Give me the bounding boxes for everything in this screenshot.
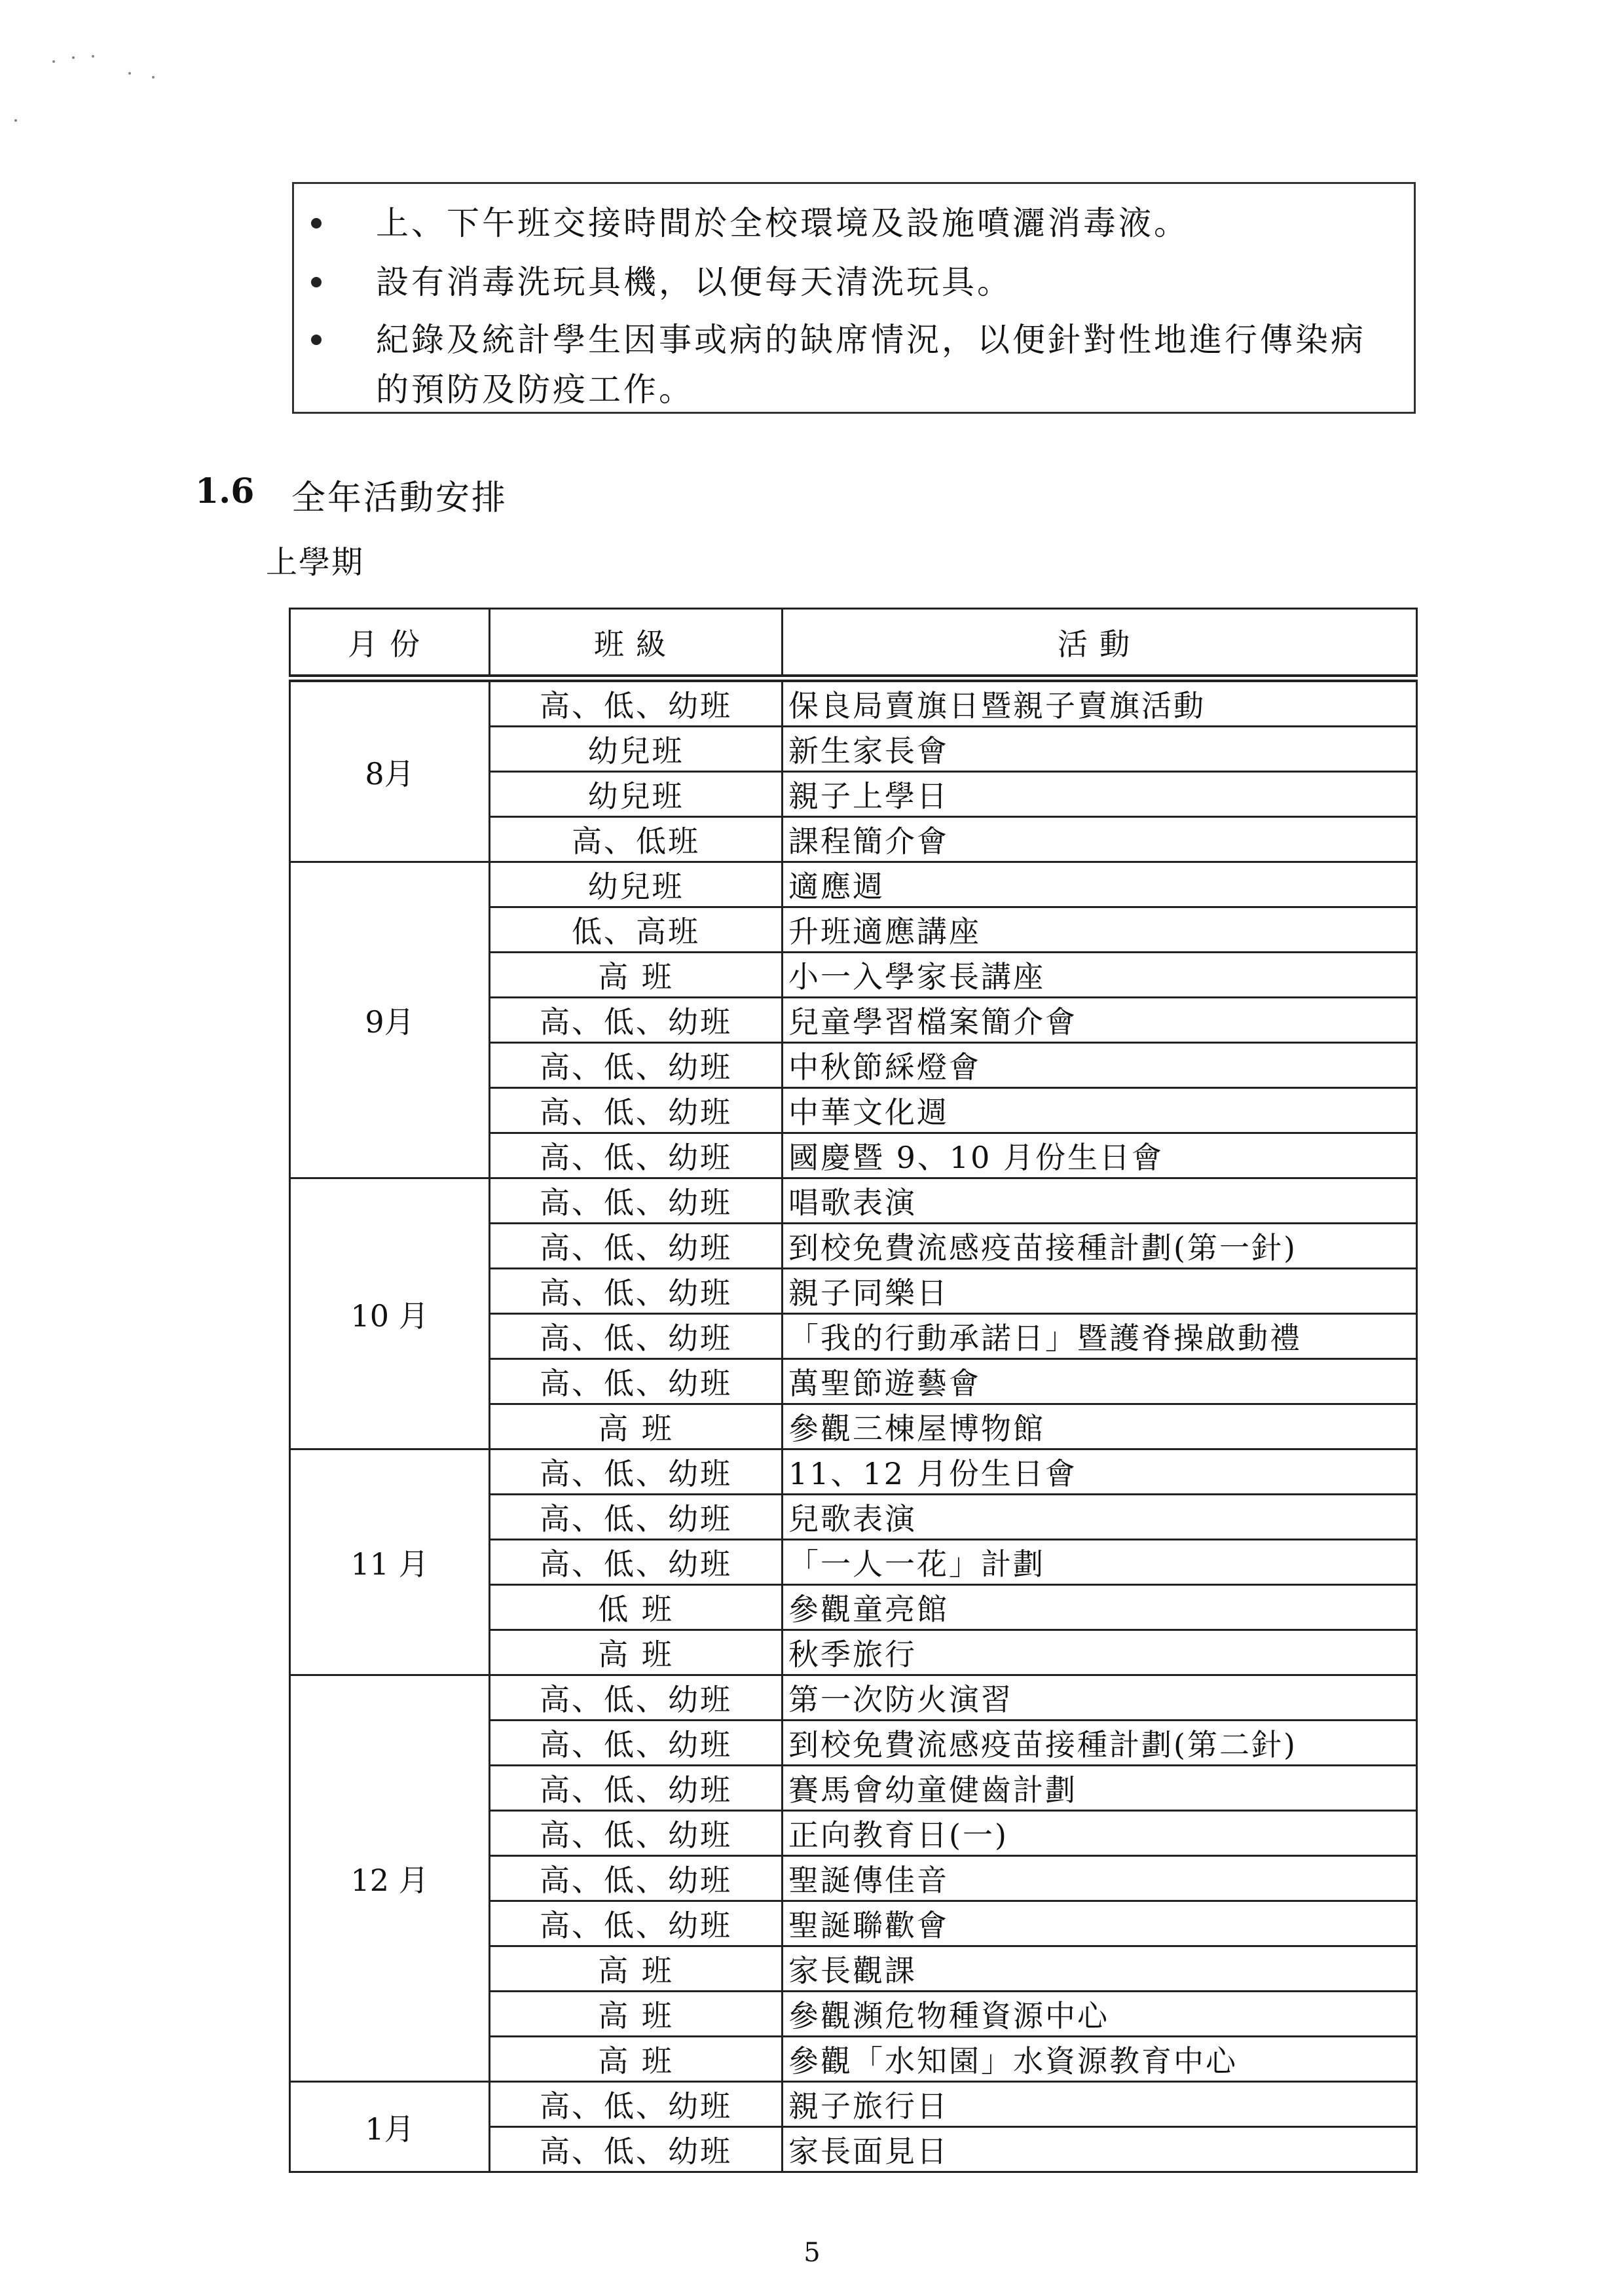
class-cell: 低、高班 (490, 907, 783, 953)
scan-speck (92, 55, 94, 58)
class-cell: 高、低、幼班 (490, 998, 783, 1043)
class-cell: 高、低、幼班 (490, 1224, 783, 1269)
scan-speck (72, 56, 75, 59)
header-class: 班級 (490, 609, 783, 679)
table-row (290, 862, 1417, 907)
page-number: 5 (803, 2238, 821, 2268)
activity-cell: 小一入學家長講座 (783, 953, 1417, 998)
activity-cell: 參觀「水知園」水資源教育中心 (783, 2037, 1417, 2082)
activity-cell: 賽馬會幼童健齒計劃 (783, 1766, 1417, 1811)
class-cell: 高、低、幼班 (490, 678, 783, 727)
activity-schedule-table (289, 608, 1418, 2173)
class-cell: 高、低、幼班 (490, 1043, 783, 1088)
table-row (290, 1449, 1417, 1495)
class-cell: 高 班 (490, 1404, 783, 1449)
class-cell: 高、低、幼班 (490, 1811, 783, 1856)
activity-cell: 中秋節綵燈會 (783, 1043, 1417, 1088)
bullet-text: 上、下午班交接時間於全校環境及設施噴灑消毒液。 (376, 204, 1189, 242)
term-label: 上學期 (266, 544, 365, 581)
section-number: 1.6 (195, 471, 255, 511)
table-row (290, 2082, 1417, 2127)
class-cell: 幼兒班 (490, 862, 783, 907)
activity-cell: 親子同樂日 (783, 1269, 1417, 1314)
activity-cell: 兒童學習檔案簡介會 (783, 998, 1417, 1043)
class-cell: 高、低、幼班 (490, 1314, 783, 1359)
section-title: 全年活動安排 (291, 479, 508, 518)
activity-cell: 親子旅行日 (783, 2082, 1417, 2127)
class-cell: 高、低、幼班 (490, 1901, 783, 1946)
month-cell: 8月 (290, 678, 490, 862)
activity-cell: 到校免費流感疫苗接種計劃(第二針) (783, 1721, 1417, 1766)
class-cell: 高、低、幼班 (490, 2127, 783, 2172)
scan-speck (14, 119, 17, 122)
class-cell: 高、低、幼班 (490, 1721, 783, 1766)
activity-cell: 親子上學日 (783, 772, 1417, 817)
activity-cell: 聖誕傳佳音 (783, 1856, 1417, 1901)
table-row (290, 1675, 1417, 1721)
month-cell: 12 月 (290, 1675, 490, 2082)
class-cell: 高、低、幼班 (490, 1675, 783, 1721)
activity-cell: 課程簡介會 (783, 817, 1417, 862)
table-body (290, 678, 1417, 2172)
class-cell: 高、低、幼班 (490, 1449, 783, 1495)
activity-cell: 適應週 (783, 862, 1417, 907)
activity-cell: 家長觀課 (783, 1946, 1417, 1992)
class-cell: 高、低、幼班 (490, 1766, 783, 1811)
class-cell: 高、低班 (490, 817, 783, 862)
activity-cell: 兒歌表演 (783, 1495, 1417, 1540)
bullet-icon (311, 218, 322, 228)
bullet-text: 設有消毒洗玩具機，以便每天清洗玩具。 (376, 263, 1012, 301)
activity-cell: 第一次防火演習 (783, 1675, 1417, 1721)
activity-cell: 「一人一花」計劃 (783, 1540, 1417, 1585)
activity-cell: 「我的行動承諾日」暨護脊操啟動禮 (783, 1314, 1417, 1359)
month-cell: 1月 (290, 2082, 490, 2172)
activity-cell: 保良局賣旗日暨親子賣旗活動 (783, 678, 1417, 727)
activity-cell: 唱歌表演 (783, 1178, 1417, 1224)
activity-cell: 中華文化週 (783, 1088, 1417, 1133)
activity-cell: 參觀瀕危物種資源中心 (783, 1992, 1417, 2037)
activity-cell: 新生家長會 (783, 727, 1417, 772)
header-activity: 活動 (783, 609, 1417, 679)
activity-cell: 聖誕聯歡會 (783, 1901, 1417, 1946)
class-cell: 高 班 (490, 1992, 783, 2037)
scan-speck (52, 60, 55, 63)
activity-cell: 11、12 月份生日會 (783, 1449, 1417, 1495)
activity-cell: 正向教育日(一) (783, 1811, 1417, 1856)
class-cell: 高、低、幼班 (490, 1088, 783, 1133)
month-cell: 9月 (290, 862, 490, 1178)
class-cell: 高 班 (490, 2037, 783, 2082)
activity-cell: 家長面見日 (783, 2127, 1417, 2172)
hygiene-measures-box (292, 182, 1416, 414)
class-cell: 高、低、幼班 (490, 1495, 783, 1540)
table-header-row (290, 609, 1417, 679)
bullet-text: 紀錄及統計學生因事或病的缺席情況，以便針對性地進行傳染病的預防及防疫工作。 (376, 321, 1366, 409)
activity-cell: 萬聖節遊藝會 (783, 1359, 1417, 1404)
activity-cell: 到校免費流感疫苗接種計劃(第一針) (783, 1224, 1417, 1269)
class-cell: 高、低、幼班 (490, 1359, 783, 1404)
class-cell: 高、低、幼班 (490, 1133, 783, 1178)
bullet-icon (311, 335, 322, 345)
class-cell: 高、低、幼班 (490, 2082, 783, 2127)
header-month: 月份 (290, 609, 490, 679)
activity-cell: 參觀三棟屋博物館 (783, 1404, 1417, 1449)
class-cell: 高 班 (490, 953, 783, 998)
month-cell: 11 月 (290, 1449, 490, 1675)
class-cell: 幼兒班 (490, 727, 783, 772)
class-cell: 幼兒班 (490, 772, 783, 817)
class-cell: 高、低、幼班 (490, 1269, 783, 1314)
scan-speck (152, 76, 155, 79)
class-cell: 高、低、幼班 (490, 1856, 783, 1901)
class-cell: 高 班 (490, 1630, 783, 1675)
activity-cell: 國慶暨 9、10 月份生日會 (783, 1133, 1417, 1178)
activity-cell: 秋季旅行 (783, 1630, 1417, 1675)
class-cell: 高、低、幼班 (490, 1540, 783, 1585)
month-cell: 10 月 (290, 1178, 490, 1449)
activity-cell: 升班適應講座 (783, 907, 1417, 953)
scan-speck (128, 72, 131, 75)
class-cell: 低 班 (490, 1585, 783, 1630)
table-row (290, 1178, 1417, 1224)
class-cell: 高、低、幼班 (490, 1178, 783, 1224)
table-row (290, 678, 1417, 727)
class-cell: 高 班 (490, 1946, 783, 1992)
bullet-icon (311, 277, 322, 287)
activity-cell: 參觀童亮館 (783, 1585, 1417, 1630)
